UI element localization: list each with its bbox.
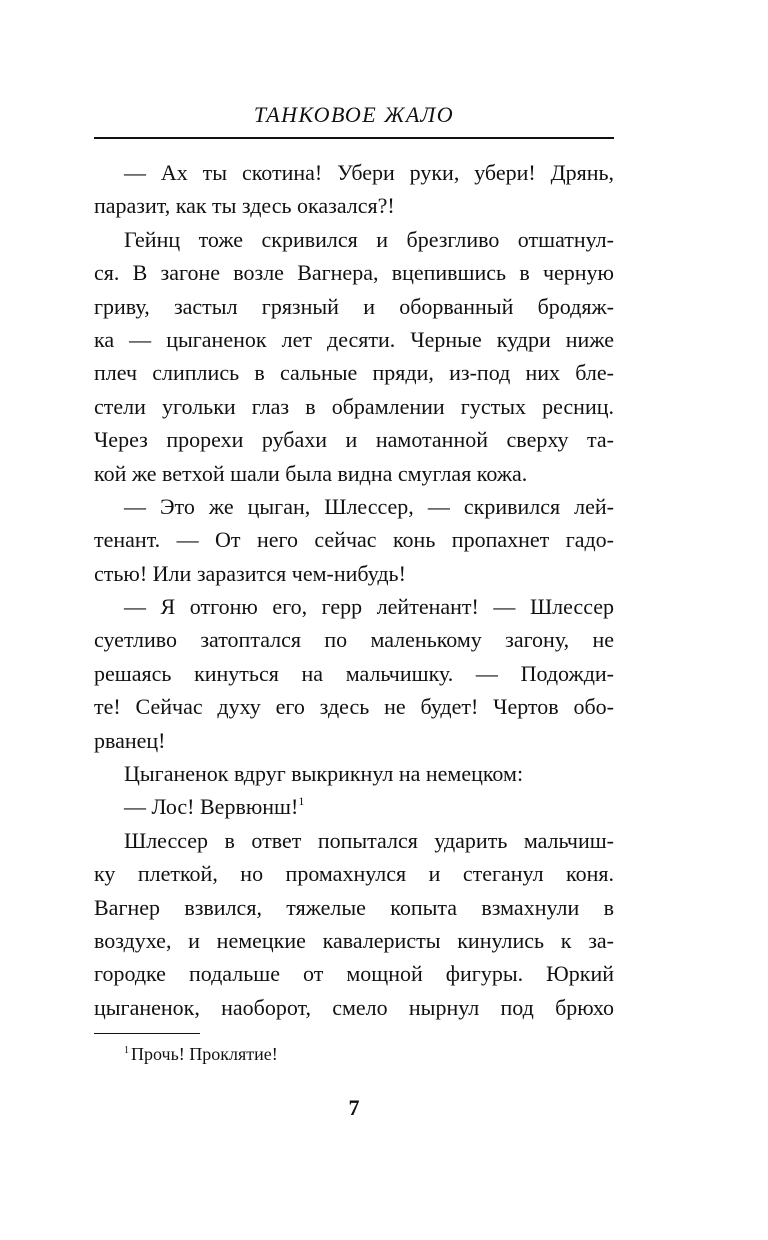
text-line: ку плеткой, но промахнулся и стеганул коня. <box>94 861 614 887</box>
text-line: рванец! <box>94 727 166 753</box>
text-line: стели угольки глаз в обрамлении густых ресниц. <box>94 393 614 419</box>
text-line: — Ах ты скотина! Убери руки, убери! Дрянь, <box>124 160 614 185</box>
text-line: стью! Или заразится чем-нибудь! <box>94 560 406 586</box>
text-line: Цыганенок вдруг выкрикнул на немецком: <box>124 761 524 787</box>
text-line: кой же ветхой шали была видна смуглая кожа. <box>94 460 528 486</box>
header-rule <box>94 137 614 139</box>
text-line: те! Сейчас духу его здесь не будет! Чертов обо- <box>94 694 614 720</box>
text-line: ся. В загоне возле Вагнера, вцепившись в черную <box>94 260 614 286</box>
footnote <box>124 1042 278 1066</box>
text-line: городке подальше от мощной фигуры. Юркий <box>94 961 614 987</box>
dialogue-text: — Лос! Вервюнш! <box>124 794 299 820</box>
text-line: Вагнер взвился, тяжелые копыта взмахнули в <box>94 894 614 920</box>
text-line: тенант. — От него сейчас конь пропахнет гадо- <box>94 527 614 553</box>
footnote-number: 1 <box>124 1045 129 1056</box>
text-line: Через прорехи рубахи и намотанной сверху та- <box>94 427 614 453</box>
page-number: 7 <box>348 1095 360 1120</box>
text-line: паразит, как ты здесь оказался?! <box>94 193 395 219</box>
body-text <box>94 156 614 1024</box>
footnote-reference[interactable]: 1 <box>298 794 305 809</box>
text-line: гриву, застыл грязный и оборванный бродяж- <box>94 293 614 319</box>
running-title: ТАНКОВОЕ ЖАЛО <box>253 102 455 127</box>
text-line: — Это же цыган, Шлессер, — скривился лей- <box>124 493 614 519</box>
text-line: плеч слиплись в сальные пряди, из-под них бле- <box>94 360 614 386</box>
text-line: Шлессер в ответ попытался ударить мальчиш- <box>124 827 614 853</box>
footnote-text: Прочь! Проклятие! <box>131 1044 278 1064</box>
text-line <box>94 790 614 823</box>
footnote-rule <box>94 1033 200 1034</box>
text-line: Гейнц тоже скривился и брезгливо отшатнул- <box>124 226 614 252</box>
text-line: — Я отгоню его, герр лейтенант! — Шлессер <box>124 594 614 620</box>
text-line: суетливо затоптался по маленькому загону, не <box>94 627 614 653</box>
text-line: ка — цыганенок лет десяти. Черные кудри ниже <box>94 326 614 352</box>
text-line: цыганенок, наоборот, смело нырнул под брюхо <box>94 994 614 1020</box>
text-line: воздухе, и немецкие кавалеристы кинулись к за- <box>94 927 614 953</box>
text-line: решаясь кинуться на мальчишку. — Подожди- <box>94 660 614 686</box>
